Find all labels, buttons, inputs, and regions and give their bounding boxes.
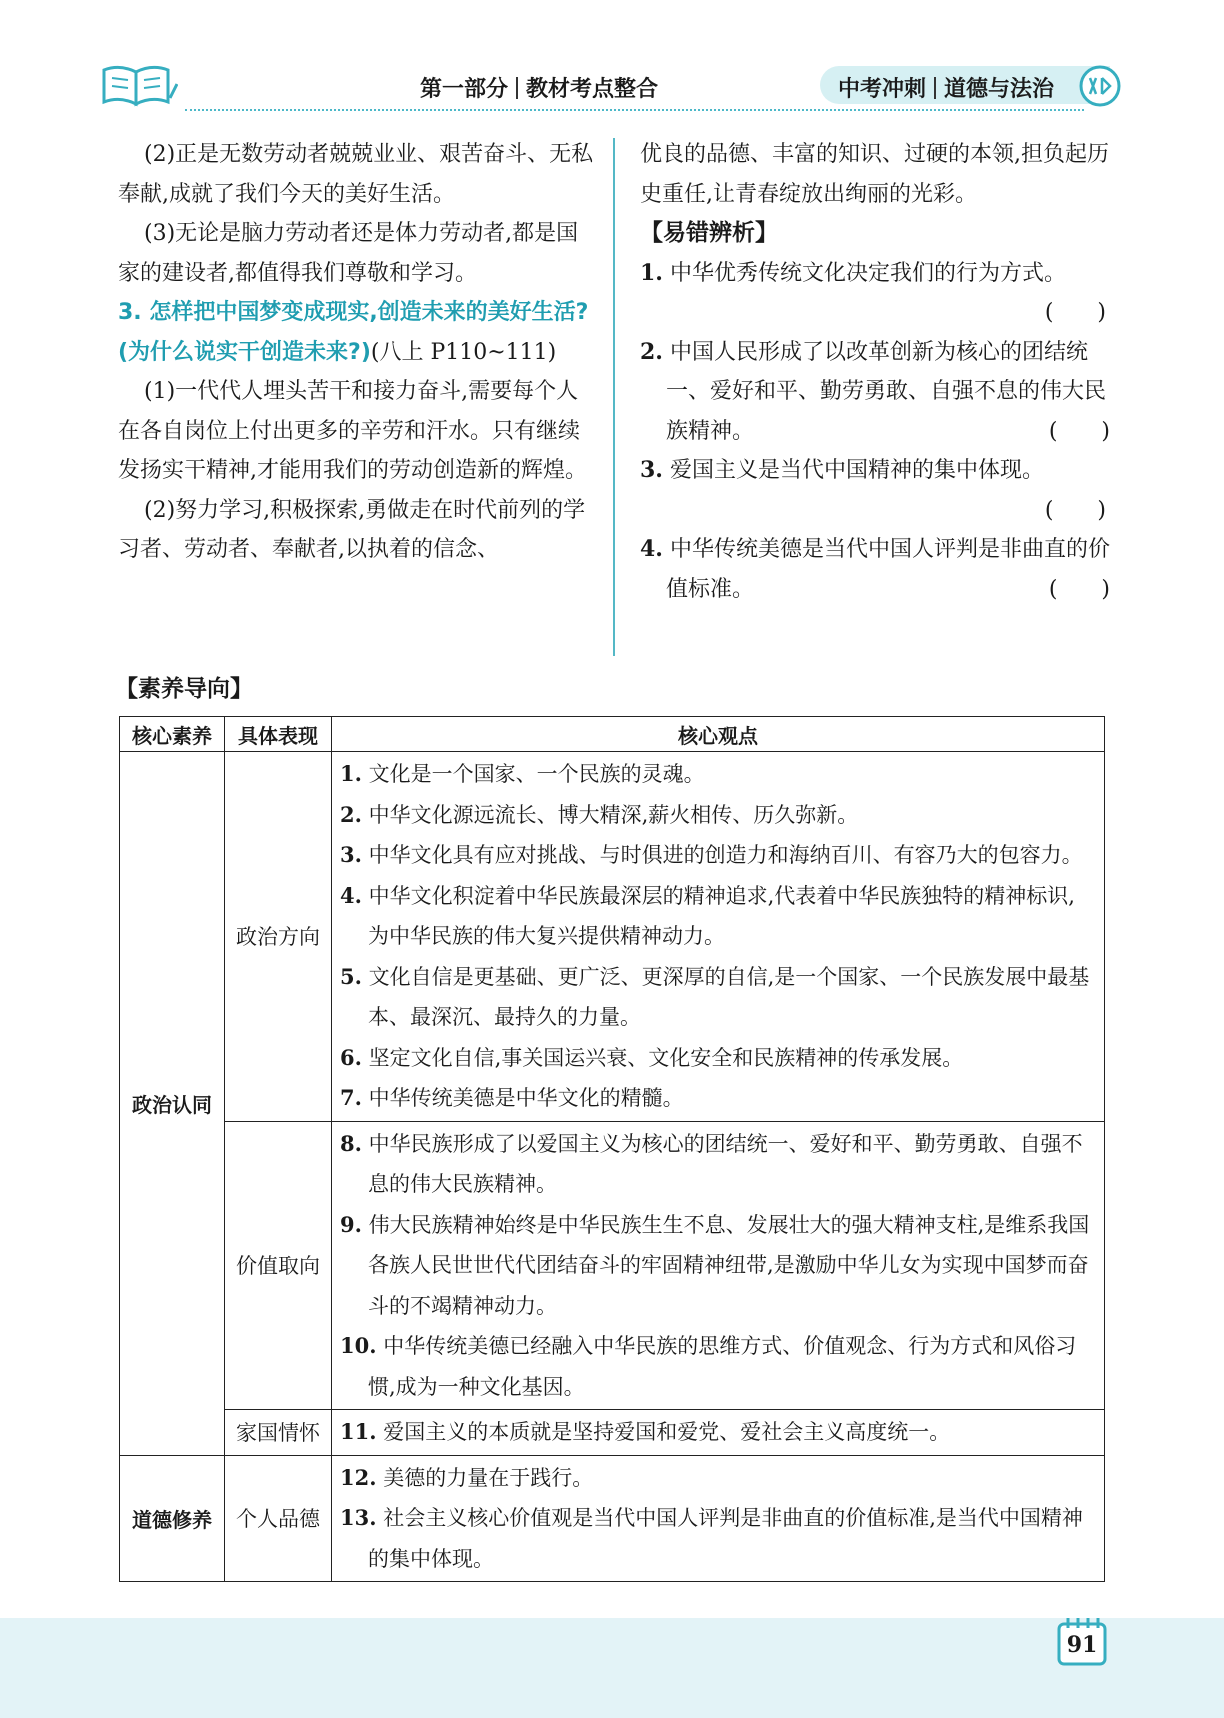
right-column <box>640 135 1110 609</box>
performance-category: 个人品德 <box>225 1455 332 1582</box>
table-row <box>120 1455 1105 1582</box>
table-row <box>120 752 1105 1122</box>
page-footer <box>0 1618 1224 1718</box>
key-point: 2. 中华文化源远流长、博大精深,薪火相传、历久弥新。 <box>340 801 859 827</box>
key-point: 13. 社会主义核心价值观是当代中国人评判是非曲直的价值标准,是当代中国精神的集中体现。 <box>340 1505 1083 1571</box>
header-section: 教材考点整合 <box>526 77 659 102</box>
series-logo-icon <box>1078 64 1122 108</box>
question-3-reference: (八上 P110~111) <box>370 339 557 365</box>
key-points-cell <box>332 752 1105 1122</box>
header-series: 中考冲刺 <box>838 77 927 102</box>
key-points-cell <box>332 1121 1105 1410</box>
section-title-errors: 【易错辨析】 <box>640 220 778 246</box>
paragraph: (2)正是无数劳动者兢兢业业、艰苦奋斗、无私奉献,成就了我们今天的美好生活。 <box>118 142 594 207</box>
header-series-title <box>838 72 1054 103</box>
question-3 <box>118 293 598 372</box>
literacy-category: 政治认同 <box>120 752 225 1456</box>
key-point: 5. 文化自信是更基础、更广泛、更深厚的自信,是一个国家、一个民族发展中最基本、最深沉、最持久的力量。 <box>340 963 1090 1029</box>
list-item: 2. 中国人民形成了以改革创新为核心的团结统一、爱好和平、勤劳勇敢、自强不息的伟大民族精神。 ( ) <box>640 333 1110 452</box>
list-item: 1. 中华优秀传统文化决定我们的行为方式。 <box>640 259 1066 286</box>
answer-blank: ( ) <box>1048 576 1110 602</box>
key-point: 8. 中华民族形成了以爱国主义为核心的团结统一、爱好和平、勤劳勇敢、自强不息的伟大民族精神。 <box>340 1130 1083 1196</box>
book-icon <box>100 62 178 110</box>
table-row <box>120 1121 1105 1410</box>
header-part: 第一部分 <box>420 77 509 102</box>
key-point: 1. 文化是一个国家、一个民族的灵魂。 <box>340 761 705 786</box>
key-points-cell <box>332 1410 1105 1456</box>
performance-category: 价值取向 <box>225 1121 332 1410</box>
question-3-title: 3. 怎样把中国梦变成现实,创造未来的美好生活?(为什么说实干创造未来?) <box>118 300 589 365</box>
key-point: 6. 坚定文化自信,事关国运兴衰、文化安全和民族精神的传承发展。 <box>340 1044 964 1070</box>
table-row <box>120 1410 1105 1456</box>
column-divider <box>613 138 615 656</box>
key-point: 4. 中华文化积淀着中华民族最深层的精神追求,代表着中华民族独特的精神标识,为中华民族的伟大复兴提供精神动力。 <box>340 882 1075 948</box>
key-point: 3. 中华文化具有应对挑战、与时俱进的创造力和海纳百川、有容乃大的包容力。 <box>340 842 1083 867</box>
column-header: 具体表现 <box>225 717 332 752</box>
column-header: 核心素养 <box>120 717 225 752</box>
header-subject: 道德与法治 <box>944 77 1055 102</box>
literacy-table <box>119 716 1105 1582</box>
list-item: 4. 中华传统美德是当代中国人评判是非曲直的价值标准。 ( ) <box>640 530 1110 609</box>
key-points-cell <box>332 1455 1105 1582</box>
left-column <box>118 135 598 570</box>
key-point: 12. 美德的力量在于践行。 <box>340 1464 594 1490</box>
paragraph: (3)无论是脑力劳动者还是体力劳动者,都是国家的建设者,都值得我们尊敬和学习。 <box>118 221 579 286</box>
paragraph: 优良的品德、丰富的知识、过硬的本领,担负起历史重任,让青春绽放出绚丽的光彩。 <box>640 142 1109 207</box>
page-number: 91 <box>1066 1632 1098 1658</box>
table-header-row <box>120 717 1105 752</box>
list-item: 3. 爱国主义是当代中国精神的集中体现。 <box>640 457 1044 483</box>
answer-blank: ( ) <box>1044 497 1106 523</box>
key-point: 11. 爱国主义的本质就是坚持爱国和爱党、爱社会主义高度统一。 <box>340 1419 951 1444</box>
section-title-literacy: 【素养导向】 <box>115 676 253 702</box>
column-header: 核心观点 <box>332 717 1105 752</box>
answer-blank: ( ) <box>1044 300 1106 325</box>
page-header <box>0 0 1224 130</box>
performance-category: 家国情怀 <box>225 1410 332 1456</box>
key-point: 9. 伟大民族精神始终是中华民族生生不息、发展壮大的强大精神支柱,是维系我国各族人民世世代代团结奋斗的牢固精神纽带,是激励中华儿女为实现中国梦而奋斗的不竭精神动力。 <box>340 1211 1090 1318</box>
header-divider <box>185 109 1084 111</box>
performance-category: 政治方向 <box>225 752 332 1122</box>
paragraph: (2)努力学习,积极探索,勇做走在时代前列的学习者、劳动者、奉献者,以执着的信念、 <box>118 497 586 562</box>
header-title <box>420 72 658 103</box>
literacy-category: 道德修养 <box>120 1455 225 1582</box>
paragraph: (1)一代代人埋头苦干和接力奋斗,需要每个人在各自岗位上付出更多的辛劳和汗水。只有继续发扬实干精神,才能用我们的劳动创造新的辉煌。 <box>118 379 587 483</box>
key-point: 10. 中华传统美德已经融入中华民族的思维方式、价值观念、行为方式和风俗习惯,成为一种文化基因。 <box>340 1333 1077 1399</box>
key-point: 7. 中华传统美德是中华文化的精髓。 <box>340 1085 684 1110</box>
answer-blank: ( ) <box>1048 418 1110 444</box>
